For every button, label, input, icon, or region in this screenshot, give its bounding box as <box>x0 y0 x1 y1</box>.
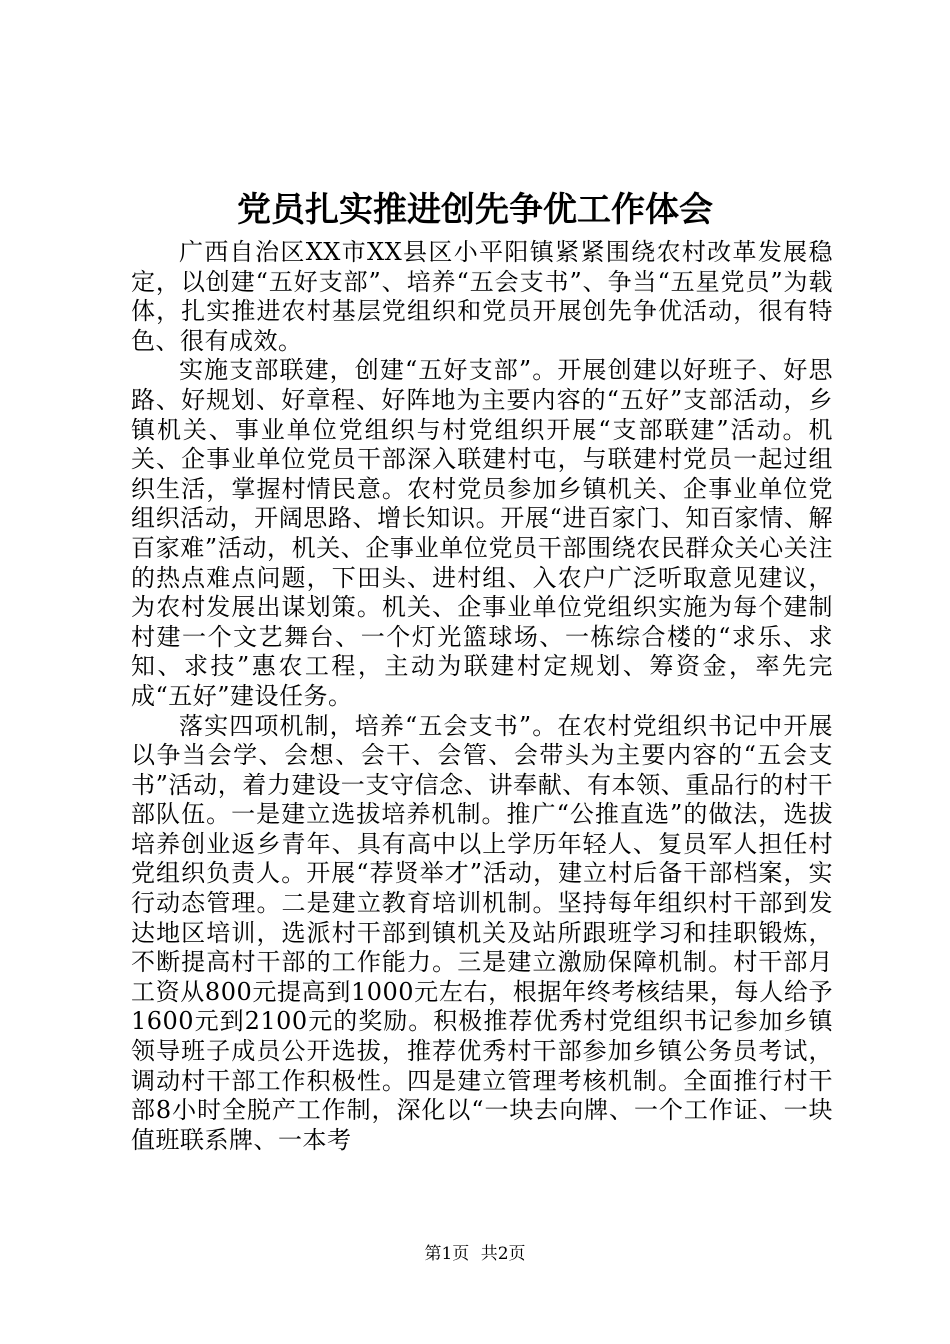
paragraph-intro: 广西自治区XX市XX县区小平阳镇紧紧围绕农村改革发展稳定，以创建“五好支部”、培养“五会支书”、争当“五星党员”为载体，扎实推进农村基层党组织和党员开展创先争优活动，很有特色、很有成效。 <box>131 238 833 355</box>
page-footer <box>0 1243 950 1265</box>
page-number: 第1页 <box>424 1244 470 1264</box>
page-total: 共2页 <box>480 1244 526 1264</box>
paragraph-five-good-branches: 实施支部联建，创建“五好支部”。开展创建以好班子、好思路、好规划、好章程、好阵地为主要内容的“五好”支部活动，乡镇机关、事业单位党组织与村党组织开展“支部联建”活动。机关、企事业单位党员干部深入联建村屯，与联建村党员一起过组织生活，掌握村情民意。农村党员参加乡镇机关、企事业单位党组织活动，开阔思路、增长知识。开展“进百家门、知百家情、解百家难”活动，机关、企事业单位党员干部围绕农民群众关心关注的热点难点问题，下田头、进村组、入农户广泛听取意见建议，为农村发展出谋划策。机关、企事业单位党组织实施为每个建制村建一个文艺舞台、一个灯光篮球场、一栋综合楼的“求乐、求知、求技”惠农工程，主动为联建村定规划、筹资金，率先完成“五好”建设任务。 <box>131 356 833 710</box>
document-body <box>131 238 833 1155</box>
paragraph-five-skill-secretaries: 落实四项机制，培养“五会支书”。在农村党组织书记中开展以争当会学、会想、会干、会管、会带头为主要内容的“五会支书”活动，着力建设一支守信念、讲奉献、有本领、重品行的村干部队伍。一是建立选拔培养机制。推广“公推直选”的做法，选拔培养创业返乡青年、具有高中以上学历年轻人、复员军人担任村党组织负责人。开展“荐贤举才”活动，建立村后备干部档案，实行动态管理。二是建立教育培训机制。坚持每年组织村干部到发达地区培训，选派村干部到镇机关及站所跟班学习和挂职锻炼，不断提高村干部的工作能力。三是建立激励保障机制。村干部月工资从800元提高到1000元左右，根据年终考核结果，每人给予1600元到2100元的奖励。积极推荐优秀村党组织书记参加乡镇领导班子成员公开选拔，推荐优秀村干部参加乡镇公务员考试，调动村干部工作积极性。四是建立管理考核机制。全面推行村干部8小时全脱产工作制，深化以“一块去向牌、一个工作证、一块值班联系牌、一本考 <box>131 711 833 1154</box>
document-title: 党员扎实推进创先争优工作体会 <box>237 190 713 230</box>
